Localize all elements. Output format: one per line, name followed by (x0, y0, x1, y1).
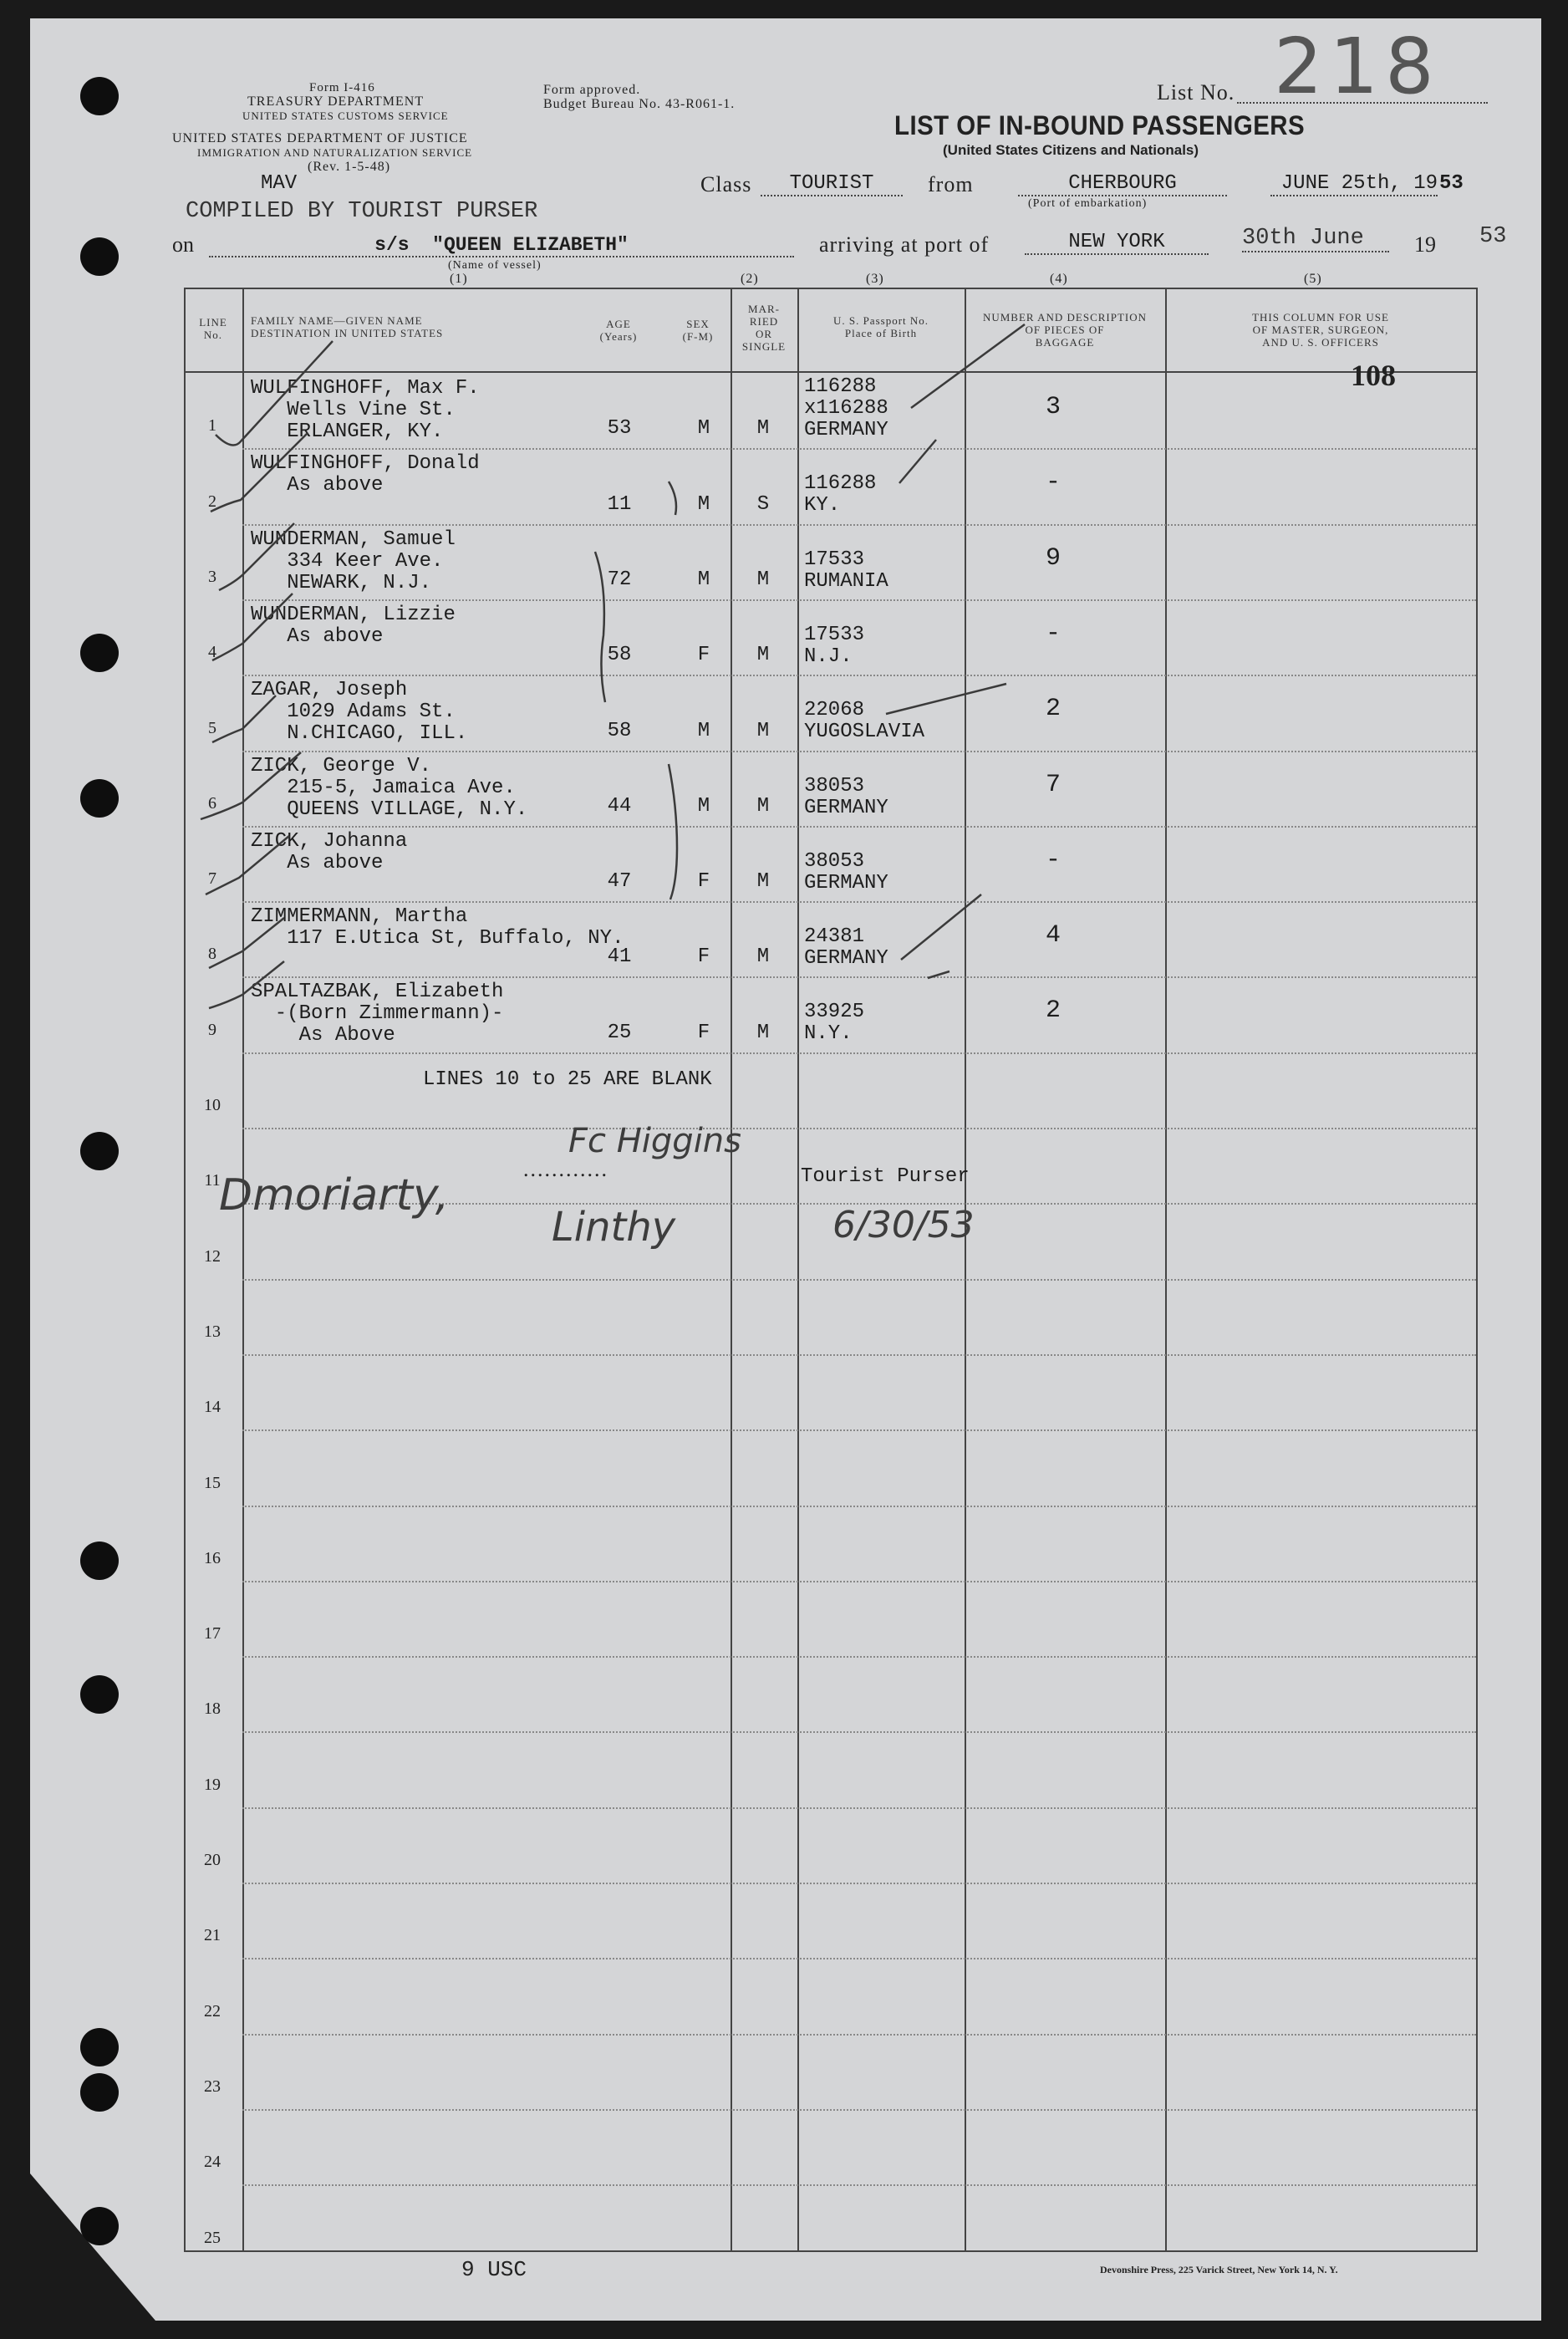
passenger-name: ZIMMERMANN, Martha 117 E.Utica St, Buffalo, NY. (251, 905, 624, 950)
bracket-mark (595, 552, 605, 702)
arrival-year: 53 (1479, 224, 1507, 249)
passenger-age: 44 (607, 795, 632, 818)
header-sex: SEX (F-M) (682, 318, 714, 343)
header-line-no: LINE No. (199, 316, 227, 341)
footer-printer: Devonshire Press, 225 Varick Street, New York 14, N. Y. (1100, 2264, 1338, 2275)
line-number: 19 (204, 1776, 221, 1794)
line-number: 3 (208, 568, 216, 586)
line-number: 20 (204, 1851, 221, 1869)
check-mark (211, 433, 308, 512)
passport-slash (928, 971, 949, 978)
purser-title: Tourist Purser (801, 1165, 970, 1188)
signature-date: 6/30/53 (832, 1204, 975, 1246)
line-number: 6 (208, 794, 216, 813)
passenger-sex: F (697, 644, 710, 666)
line-number: 24 (204, 2153, 221, 2171)
bracket-mark (669, 764, 677, 899)
departure-year: 53 (1439, 172, 1464, 195)
passenger-name: WULFINGHOFF, Max F. Wells Vine St. ERLANGER, KY. (251, 377, 480, 443)
compiled-by: COMPILED BY TOURIST PURSER (186, 199, 538, 224)
line-number: 11 (204, 1171, 221, 1190)
immigration-service: IMMIGRATION AND NATURALIZATION SERVICE (197, 146, 473, 159)
line-number: 21 (204, 1926, 221, 1944)
passenger-sex: M (697, 493, 710, 516)
passenger-age: 72 (607, 568, 632, 591)
passenger-name: SPALTAZBAK, Elizabeth -(Born Zimmermann)- As Above (251, 981, 504, 1047)
passenger-baggage: 7 (1045, 771, 1061, 799)
passport-slash (901, 894, 981, 960)
passenger-sex: F (697, 945, 710, 968)
passenger-married: M (756, 945, 770, 968)
passenger-baggage: - (1045, 468, 1061, 497)
check-mark (209, 918, 284, 968)
form-number: Form I-416 (309, 81, 375, 94)
passenger-age: 11 (607, 493, 632, 516)
line-number: 2 (208, 492, 216, 511)
passenger-name: WUNDERMAN, Lizzie As above (251, 604, 456, 648)
passenger-age: 25 (607, 1022, 632, 1044)
form-approved: Form approved. (543, 83, 641, 97)
passenger-baggage: - (1045, 619, 1061, 648)
revision: (Rev. 1-5-48) (308, 160, 391, 174)
line-number: 13 (204, 1322, 221, 1341)
passenger-married: M (756, 870, 770, 893)
check-mark (219, 523, 294, 590)
header-name: FAMILY NAME—GIVEN NAME DESTINATION IN UNITED STATES (251, 314, 444, 339)
passenger-age: 53 (607, 417, 632, 440)
arrival-port: NEW YORK (1025, 231, 1209, 255)
col-num-2: (2) (741, 272, 759, 286)
line-number: 1 (208, 416, 216, 435)
passenger-sex: M (697, 568, 710, 591)
passenger-age: 41 (607, 945, 632, 968)
passenger-passport: 17533 N.J. (804, 624, 865, 668)
passenger-passport: 22068 YUGOSLAVIA (804, 699, 925, 743)
line-number: 7 (208, 869, 216, 888)
check-mark (206, 836, 289, 894)
embarkation-caption: (Port of embarkation) (1028, 197, 1148, 210)
passenger-passport: 116288 x116288 GERMANY (804, 375, 888, 441)
col-num-3: (3) (866, 272, 884, 286)
arriving-label: arriving at port of (819, 232, 990, 257)
purser-initials: Fc Higgins (568, 1122, 741, 1160)
line-number: 12 (204, 1247, 221, 1266)
passenger-passport: 38053 GERMANY (804, 850, 888, 894)
list-no-label: List No. (1157, 80, 1235, 104)
line-number: 10 (204, 1096, 221, 1114)
passenger-passport: 24381 GERMANY (804, 925, 888, 970)
vessel-caption: (Name of vessel) (448, 259, 542, 272)
passport-slash (899, 440, 936, 483)
passenger-married: S (756, 493, 770, 516)
passenger-age: 47 (607, 870, 632, 893)
check-mark (209, 961, 284, 1008)
passenger-name: WULFINGHOFF, Donald As above (251, 452, 480, 497)
passenger-married: M (756, 1022, 770, 1044)
embarkation-port: CHERBOURG (1018, 172, 1227, 196)
passenger-baggage: - (1045, 846, 1061, 874)
on-label: on (172, 232, 194, 257)
line-number: 5 (208, 719, 216, 737)
passenger-married: M (756, 795, 770, 818)
passenger-sex: F (697, 870, 710, 893)
line-number: 4 (208, 643, 216, 661)
col-num-5: (5) (1304, 272, 1322, 286)
header-officers: THIS COLUMN FOR USE OF MASTER, SURGEON, AND U. S. OFFICERS (1252, 311, 1389, 349)
from-label: from (928, 172, 974, 196)
mav-code: MAV (261, 172, 298, 195)
arrival-19: 19 (1414, 232, 1436, 257)
passenger-name: ZICK, George V. 215-5, Jamaica Ave. QUEENS VILLAGE, N.Y. (251, 755, 528, 821)
blank-lines-note: LINES 10 to 25 ARE BLANK (423, 1068, 712, 1091)
treasury-dept: TREASURY DEPARTMENT (247, 94, 425, 109)
line-number: 17 (204, 1624, 221, 1643)
line-number: 16 (204, 1549, 221, 1567)
vessel-name: s/s "QUEEN ELIZABETH" (209, 234, 794, 257)
passport-slash (886, 684, 1006, 714)
header-age: AGE (Years) (599, 318, 638, 343)
check-mark (212, 594, 293, 660)
passenger-baggage: 9 (1045, 544, 1061, 573)
passenger-sex: M (697, 720, 710, 742)
passenger-sex: M (697, 417, 710, 440)
tick-mark (669, 482, 676, 515)
check-mark (216, 341, 333, 446)
passenger-passport: 33925 N.Y. (804, 1001, 865, 1045)
passenger-sex: F (697, 1022, 710, 1044)
passenger-passport: 116288 KY. (804, 472, 877, 517)
class-value: TOURIST (761, 172, 903, 196)
inspector-signature-2: Linthy (552, 1204, 676, 1251)
line-number: 15 (204, 1474, 221, 1492)
passenger-name: ZICK, Johanna As above (251, 830, 408, 874)
passenger-passport: 17533 RUMANIA (804, 548, 888, 593)
passenger-baggage: 2 (1045, 695, 1061, 723)
passenger-baggage: 4 (1045, 921, 1061, 950)
passenger-married: M (756, 417, 770, 440)
document-subtitle: (United States Citizens and Nationals) (943, 142, 1199, 158)
passenger-name: WUNDERMAN, Samuel 334 Keer Ave. NEWARK, N.J. (251, 528, 456, 594)
passenger-age: 58 (607, 644, 632, 666)
passenger-baggage: 2 (1045, 996, 1061, 1025)
class-label: Class (700, 172, 752, 196)
passenger-name: ZAGAR, Joseph 1029 Adams St. N.CHICAGO, ILL. (251, 679, 468, 745)
col-num-4: (4) (1050, 272, 1068, 286)
inspector-signature: Dmoriarty, (219, 1170, 450, 1220)
line-number: 8 (208, 945, 216, 963)
header-baggage: NUMBER AND DESCRIPTION OF PIECES OF BAGGAGE (982, 311, 1148, 349)
passenger-married: M (756, 568, 770, 591)
line-number: 22 (204, 2002, 221, 2021)
passenger-baggage: 3 (1045, 393, 1061, 421)
line-number: 25 (204, 2229, 221, 2247)
col-num-1: (1) (450, 272, 468, 286)
arrival-date: 30th June (1242, 226, 1389, 252)
purser-dots: ............ (523, 1157, 608, 1181)
passenger-married: M (756, 644, 770, 666)
list-no-value: 218 (1274, 22, 1441, 111)
passenger-passport: 38053 GERMANY (804, 775, 888, 819)
passport-slash (911, 324, 1025, 408)
check-mark (201, 752, 301, 819)
justice-dept: UNITED STATES DEPARTMENT OF JUSTICE (172, 131, 468, 145)
header-passport: U. S. Passport No. Place of Birth (832, 314, 929, 339)
line-number: 9 (208, 1021, 216, 1039)
header-married: MAR- RIED OR SINGLE (741, 303, 787, 353)
footer-usc: 9 USC (461, 2257, 527, 2282)
line-number: 14 (204, 1398, 221, 1416)
check-mark (212, 696, 276, 742)
officer-count: 108 (1351, 359, 1396, 392)
departure-date: JUNE 25th, 19 (1270, 172, 1438, 196)
passenger-married: M (756, 720, 770, 742)
line-number: 23 (204, 2077, 221, 2096)
passenger-age: 58 (607, 720, 632, 742)
line-number: 18 (204, 1699, 221, 1718)
budget-bureau: Budget Bureau No. 43-R061-1. (543, 97, 736, 111)
document-title: LIST OF IN-BOUND PASSENGERS (894, 110, 1306, 140)
passenger-sex: M (697, 795, 710, 818)
customs-service: UNITED STATES CUSTOMS SERVICE (242, 110, 449, 122)
